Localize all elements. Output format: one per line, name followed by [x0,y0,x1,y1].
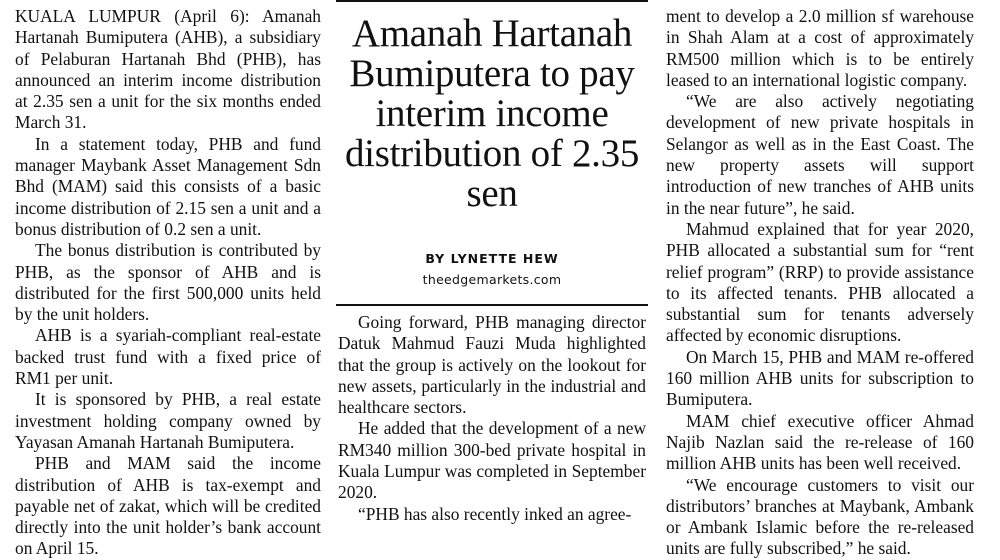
paragraph: MAM chief executive officer Ahmad Najib Nazlan said the re-release of 160 million AHB units has been well received. [666,410,974,474]
paragraph: Going forward, PHB managing director Datuk Mahmud Fauzi Muda highlighted that the group is actively on the lookout for new assets, particularly in the industrial and healthcare sectors. [338,312,646,418]
paragraph: In a statement today, PHB and fund manager Maybank Asset Management Sdn Bhd (MAM) said this consists of a basic income distribution of 2.15 sen a unit and a bonus distribution of 0.2 sen a unit. [15,133,321,239]
top-rule [336,0,648,2]
bottom-rule [336,304,648,306]
source-website: theedgemarkets.com [422,272,562,287]
paragraph: On March 15, PHB and MAM re-offered 160 million AHB units for subscription to Bumiputera. [666,346,974,410]
paragraph: “PHB has also recently inked an agree- [358,503,632,524]
paragraph: It is sponsored by PHB, a real estate investment holding company owned by Yayasan Amanah Hartanah Bumiputera. [15,389,321,452]
paragraph: The bonus distribution is contributed by PHB, as the sponsor of AHB and is distributed for the first 500,000 units held by the unit holders. [15,240,321,325]
byline: BY LYNETTE HEW [425,251,559,266]
article-column-1 [15,6,321,560]
paragraph: Mahmud explained that for year 2020, PHB allocated a substantial sum for “rent relief program” (RRP) to provide assistance to its affected tenants. PHB allocated a substantial sum for tenants adversely affected by economic disruptions. [666,218,974,346]
paragraph: PHB and MAM said the income distribution of AHB is tax-exempt and payable net of zakat, which will be credited directly into the unit holder’s bank account on April 15. [15,453,321,559]
article-column-2 [338,312,646,525]
paragraph: “We encourage customers to visit our distributors’ branches at Maybank, Ambank or Ambank Islamic before the re-released units are fully subscribed,” he said. [666,474,974,559]
headline: Amanah Hartanah Bumiputera to pay interim income distribution of 2.35 sen [344,12,640,215]
paragraph: ment to develop a 2.0 million sf warehouse in Shah Alam at a cost of approximately RM500 million which is to be entirely leased to an international logistic company. [666,6,974,90]
article-column-3 [666,6,974,560]
paragraph: He added that the development of a new RM340 million 300-bed private hospital in Kuala Lumpur was completed in September 2020. [338,418,646,503]
headline-box [336,0,648,308]
paragraph: KUALA LUMPUR (April 6): Amanah Hartanah Bumiputera (AHB), a subsidiary of Pelaburan Hartanah Bhd (PHB), has announced an interim income distribution at 2.35 sen a unit for the six months ended March 31. [15,6,321,133]
paragraph: AHB is a syariah-compliant real-estate backed trust fund with a fixed price of RM1 per unit. [15,325,321,389]
paragraph: “We are also actively negotiating development of new private hospitals in Selangor as well as in the East Coast. The new property assets will support introduction of new tranches of AHB units in the near future”, he said. [666,91,974,218]
